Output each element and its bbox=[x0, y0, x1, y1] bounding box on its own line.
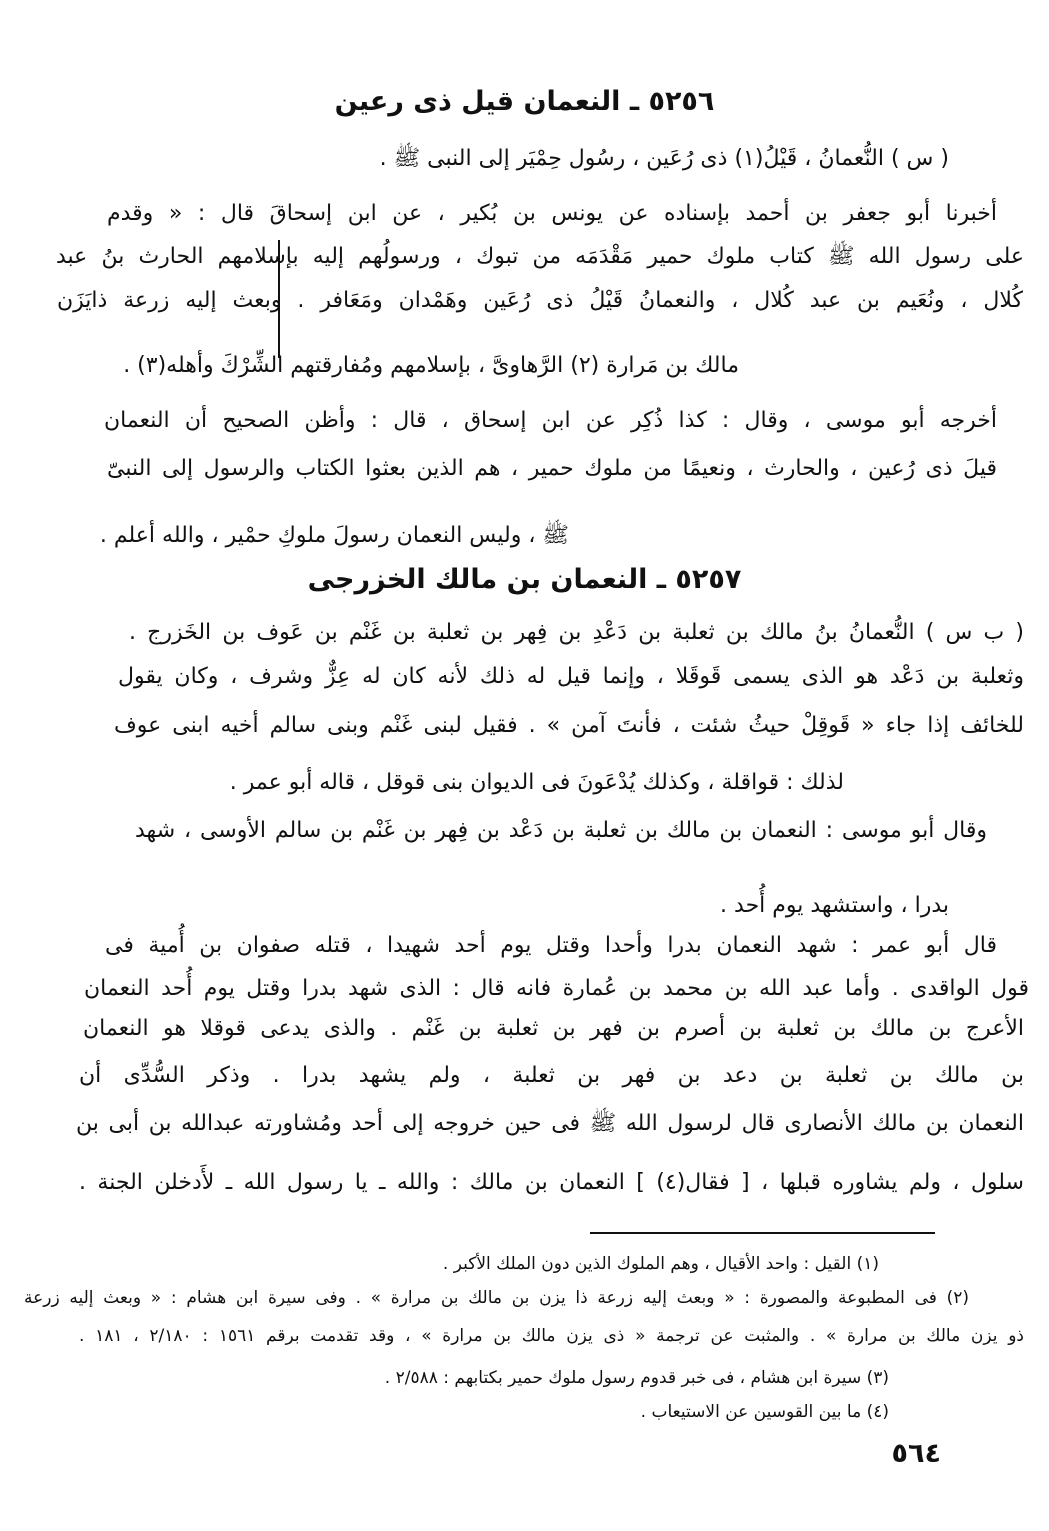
text-line: وثعلبة بن دَعْد هو الذى يسمى قَوقَلا ، وإنما قيل له ذلك لأنه كان له عِزٌّ وشرف ، وكان يقول bbox=[118, 664, 1024, 689]
footnote: (١) القيل : واحد الأقيال ، وهم الملوك الذين دون الملك الأكبر . bbox=[442, 1254, 879, 1274]
text-line: كُلال ، ونُعَيم بن عبد كُلال ، والنعمانُ قَيْلُ ذى رُعَين وهَمْدان ومَعَافر . وبعث إليه زرعة ذايَزَن bbox=[57, 288, 1023, 313]
footnote: ذو يزن مالك بن مرارة » . والمثبت عن ترجمة « ذى يزن مالك بن مرارة » ، وقد تقدمت برقم ١٥٦١ : ٢/١٨٠ ، ١٨١ . bbox=[79, 1326, 1024, 1346]
text-line: بن مالك بن ثعلبة بن دعد بن فهر بن ثعلبة ، ولم يشهد بدرا . وذكر السُّدِّى أن bbox=[79, 1063, 1024, 1088]
text-line: للخائف إذا جاء « قَوقِلْ حيثُ شئت ، فأنتَ آمن » . فقيل لبنى غَنْم وبنى سالم أخيه ابنى عوف bbox=[114, 713, 1024, 738]
text-line: النعمان بن مالك الأنصارى قال لرسول الله ﷺ فى حين خروجه إلى أحد ومُشاورته عبدالله بن أبى بن bbox=[76, 1111, 1024, 1136]
text-line: على رسول الله ﷺ كتاب ملوك حمير مَقْدَمَه من تبوك ، ورسولُهم إليه بإسلامهم الحارث بنُ عبد bbox=[56, 244, 1024, 269]
page-number: ٥٦٤ bbox=[891, 1438, 941, 1469]
text-line: ( س ) النُّعمانُ ، قَيْلُ(١) ذى رُعَين ، رسُول حِمْيَر إلى النبى ﷺ . bbox=[379, 146, 949, 171]
text-line: وقال أبو موسى : النعمان بن مالك بن ثعلبة بن دَعْد بن فِهر بن غَنْم بن سالم الأوسى ، شهد bbox=[135, 818, 987, 843]
entry-heading-5257: ٥٢٥٧ ـ النعمان بن مالك الخزرجى bbox=[307, 564, 742, 595]
entry-heading-5256: ٥٢٥٦ ـ النعمان قيل ذى رعين bbox=[334, 86, 715, 117]
text-line: الأعرج بن مالك بن ثعلبة بن أصرم بن فهر بن ثعلبة بن غَنْم . والذى يدعى قوقلا هو النعمان bbox=[83, 1016, 1024, 1041]
text-line: ( ب س ) النُّعمانُ بنُ مالك بن ثعلبة بن دَعْدِ بن فِهر بن ثعلبة بن غَنْم بن عَوف بن الخَزرج . bbox=[129, 620, 1024, 645]
text-line: قال أبو عمر : شهد النعمان بدرا وأحدا وقتل يوم أحد شهيدا ، قتله صفوان بن أُمية فى bbox=[105, 933, 997, 958]
margin-mark bbox=[278, 240, 280, 358]
footnote-separator bbox=[590, 1232, 935, 1234]
text-line: بدرا ، واستشهد يوم أُحد . bbox=[720, 893, 949, 918]
footnote: (٤) ما بين القوسين عن الاستيعاب . bbox=[640, 1402, 889, 1422]
text-line: أخبرنا أبو جعفر بن أحمد بإسناده عن يونس بن بُكير ، عن ابن إسحاقَ قال : « وقدم bbox=[107, 201, 997, 226]
text-line: قول الواقدى . وأما عبد الله بن محمد بن عُمارة فانه قال : الذى شهد بدرا وقتل يوم أُحد النعمان bbox=[84, 976, 1029, 1001]
text-line: أخرجه أبو موسى ، وقال : كذا ذُكِر عن ابن إسحاق ، قال : وأظن الصحيح أن النعمان bbox=[104, 408, 997, 433]
text-line: لذلك : قواقلة ، وكذلك يُدْعَونَ فى الديوان بنى قوقل ، قاله أبو عمر . bbox=[229, 770, 844, 795]
text-line: سلول ، ولم يشاوره قبلها ، [ فقال(٤) ] النعمان بن مالك : والله ـ يا رسول الله ـ لأَدخلن الجنة . bbox=[79, 1170, 1024, 1195]
footnote: (٢) فى المطبوعة والمصورة : « وبعث إليه زرعة ذا يزن بن مالك بن مرارة » . وفى سيرة ابن هشام : « وبعث إليه زرعة bbox=[24, 1288, 969, 1308]
text-line: مالك بن مَرارة (٢) الرَّهاوىَّ ، بإسلامهم ومُفارقتهم الشِّرْكَ وأهله(٣) . bbox=[123, 353, 739, 378]
text-line: قيلَ ذى رُعين ، والحارث ، ونعيمًا من ملوك حمير ، هم الذين بعثوا الكتاب والرسول إلى النبىّ bbox=[107, 456, 997, 481]
text-line: ﷺ ، وليس النعمان رسولَ ملوكِ حمْير ، والله أعلم . bbox=[99, 523, 569, 548]
footnote: (٣) سيرة ابن هشام ، فى خبر قدوم رسول ملوك حمير بكتابهم : ٢/٥٨٨ . bbox=[384, 1368, 889, 1388]
